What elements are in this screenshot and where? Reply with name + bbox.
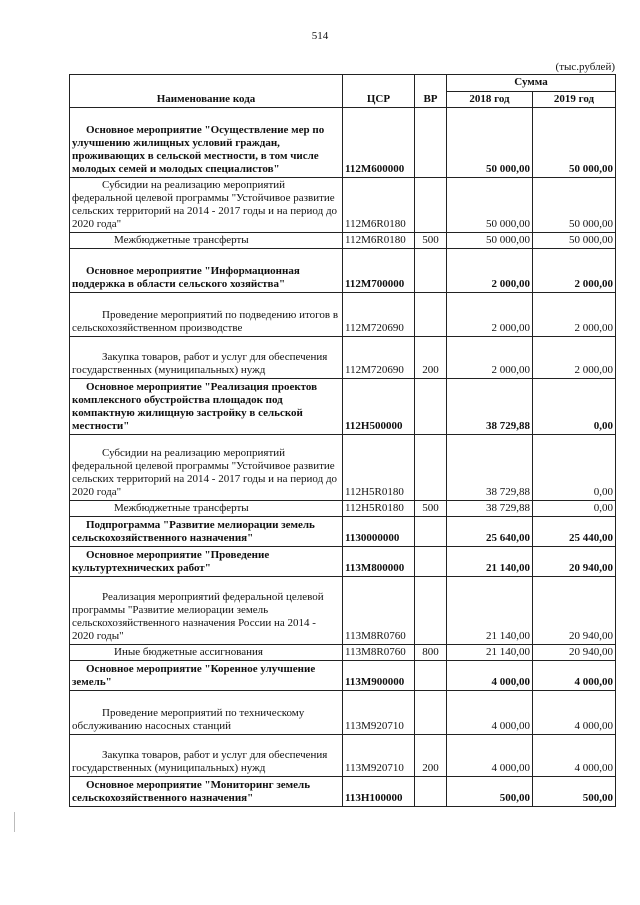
row-name: Реализация мероприятий федеральной целевой программы "Развитие мелиорации земель сельскохозяйственного назначения России на 2014 - 2020 годы" bbox=[70, 577, 343, 645]
row-vr bbox=[415, 249, 447, 293]
row-vr bbox=[415, 108, 447, 178]
row-vr bbox=[415, 777, 447, 807]
row-name: Основное мероприятие "Коренное улучшение земель" bbox=[70, 661, 343, 691]
row-sum-2018: 2 000,00 bbox=[447, 249, 533, 293]
table-row bbox=[70, 379, 616, 435]
row-csr: 113М900000 bbox=[343, 661, 415, 691]
header-csr: ЦСР bbox=[343, 75, 415, 108]
row-csr: 112М720690 bbox=[343, 337, 415, 379]
table-row bbox=[70, 293, 616, 337]
row-sum-2019: 20 940,00 bbox=[533, 577, 616, 645]
header-vr: ВР bbox=[415, 75, 447, 108]
row-name: Основное мероприятие "Мониторинг земель сельскохозяйственного назначения" bbox=[70, 777, 343, 807]
row-name: Закупка товаров, работ и услуг для обеспечения государственных (муниципальных) нужд bbox=[70, 735, 343, 777]
row-vr bbox=[415, 547, 447, 577]
table-row bbox=[70, 577, 616, 645]
table-row bbox=[70, 233, 616, 249]
row-sum-2018: 38 729,88 bbox=[447, 379, 533, 435]
header-name: Наименование кода bbox=[70, 75, 343, 108]
row-vr bbox=[415, 178, 447, 233]
row-csr: 113Н100000 bbox=[343, 777, 415, 807]
units-label: (тыс.рублей) bbox=[555, 61, 615, 73]
row-vr bbox=[415, 435, 447, 501]
row-csr: 112М6R0180 bbox=[343, 233, 415, 249]
row-vr bbox=[415, 577, 447, 645]
table-row bbox=[70, 547, 616, 577]
row-csr: 112М700000 bbox=[343, 249, 415, 293]
row-sum-2018: 2 000,00 bbox=[447, 337, 533, 379]
table-row bbox=[70, 645, 616, 661]
table-row bbox=[70, 249, 616, 293]
row-sum-2018: 21 140,00 bbox=[447, 577, 533, 645]
row-name: Закупка товаров, работ и услуг для обеспечения государственных (муниципальных) нужд bbox=[70, 337, 343, 379]
row-name: Иные бюджетные ассигнования bbox=[70, 645, 343, 661]
row-sum-2019: 2 000,00 bbox=[533, 337, 616, 379]
row-csr: 113М8R0760 bbox=[343, 645, 415, 661]
table-row bbox=[70, 501, 616, 517]
row-sum-2019: 0,00 bbox=[533, 501, 616, 517]
row-vr: 500 bbox=[415, 501, 447, 517]
row-sum-2018: 21 140,00 bbox=[447, 645, 533, 661]
row-csr: 112Н500000 bbox=[343, 379, 415, 435]
row-vr bbox=[415, 691, 447, 735]
table-row bbox=[70, 517, 616, 547]
table-row bbox=[70, 337, 616, 379]
table-row bbox=[70, 691, 616, 735]
row-sum-2018: 4 000,00 bbox=[447, 661, 533, 691]
row-name: Подпрограмма "Развитие мелиорации земель сельскохозяйственного назначения" bbox=[70, 517, 343, 547]
row-csr: 112М600000 bbox=[343, 108, 415, 178]
row-vr: 500 bbox=[415, 233, 447, 249]
table-row bbox=[70, 661, 616, 691]
row-name: Основное мероприятие "Реализация проектов комплексного обустройства площадок под компактную жилищную застройку в сельской местности" bbox=[70, 379, 343, 435]
header-year-2019: 2019 год bbox=[533, 91, 616, 108]
row-sum-2018: 2 000,00 bbox=[447, 293, 533, 337]
row-csr: 113М920710 bbox=[343, 691, 415, 735]
header-year-2018: 2018 год bbox=[447, 91, 533, 108]
table-row bbox=[70, 777, 616, 807]
row-vr: 800 bbox=[415, 645, 447, 661]
row-csr: 112Н5R0180 bbox=[343, 435, 415, 501]
row-sum-2019: 50 000,00 bbox=[533, 108, 616, 178]
header-row-top bbox=[70, 75, 616, 92]
row-sum-2019: 2 000,00 bbox=[533, 249, 616, 293]
row-sum-2018: 38 729,88 bbox=[447, 435, 533, 501]
row-sum-2019: 4 000,00 bbox=[533, 691, 616, 735]
row-sum-2019: 50 000,00 bbox=[533, 233, 616, 249]
row-name: Субсидии на реализацию мероприятий федеральной целевой программы "Устойчивое развитие сельских территорий на 2014 - 2017 годы и на период до 2020 года" bbox=[70, 178, 343, 233]
row-vr bbox=[415, 293, 447, 337]
table-body bbox=[70, 108, 616, 807]
row-sum-2019: 0,00 bbox=[533, 435, 616, 501]
row-csr: 113М8R0760 bbox=[343, 577, 415, 645]
table-row bbox=[70, 435, 616, 501]
row-sum-2018: 50 000,00 bbox=[447, 233, 533, 249]
table-row bbox=[70, 108, 616, 178]
row-sum-2018: 50 000,00 bbox=[447, 178, 533, 233]
header-sum: Сумма bbox=[447, 75, 616, 92]
budget-table bbox=[69, 74, 616, 807]
row-name: Межбюджетные трансферты bbox=[70, 233, 343, 249]
page-number: 514 bbox=[311, 30, 329, 42]
row-sum-2018: 50 000,00 bbox=[447, 108, 533, 178]
row-name: Субсидии на реализацию мероприятий федеральной целевой программы "Устойчивое развитие сельских территорий на 2014 - 2017 годы и на период до 2020 года" bbox=[70, 435, 343, 501]
row-sum-2019: 0,00 bbox=[533, 379, 616, 435]
row-vr: 200 bbox=[415, 337, 447, 379]
row-csr: 112М720690 bbox=[343, 293, 415, 337]
margin-mark bbox=[14, 812, 16, 832]
table-row bbox=[70, 735, 616, 777]
row-name: Основное мероприятие "Проведение культуртехнических работ" bbox=[70, 547, 343, 577]
row-vr bbox=[415, 517, 447, 547]
row-csr: 113М800000 bbox=[343, 547, 415, 577]
row-name: Основное мероприятие "Информационная поддержка в области сельского хозяйства" bbox=[70, 249, 343, 293]
row-sum-2019: 500,00 bbox=[533, 777, 616, 807]
row-name: Проведение мероприятий по подведению итогов в сельскохозяйственном производстве bbox=[70, 293, 343, 337]
row-sum-2018: 4 000,00 bbox=[447, 691, 533, 735]
row-sum-2019: 25 440,00 bbox=[533, 517, 616, 547]
row-vr bbox=[415, 379, 447, 435]
row-csr: 113М920710 bbox=[343, 735, 415, 777]
row-sum-2018: 21 140,00 bbox=[447, 547, 533, 577]
row-sum-2019: 20 940,00 bbox=[533, 547, 616, 577]
row-sum-2018: 38 729,88 bbox=[447, 501, 533, 517]
table-row bbox=[70, 178, 616, 233]
row-sum-2019: 2 000,00 bbox=[533, 293, 616, 337]
row-sum-2019: 4 000,00 bbox=[533, 661, 616, 691]
row-sum-2019: 20 940,00 bbox=[533, 645, 616, 661]
row-sum-2018: 500,00 bbox=[447, 777, 533, 807]
row-sum-2018: 25 640,00 bbox=[447, 517, 533, 547]
row-csr: 112М6R0180 bbox=[343, 178, 415, 233]
row-name: Проведение мероприятий по техническому обслуживанию насосных станций bbox=[70, 691, 343, 735]
row-sum-2019: 4 000,00 bbox=[533, 735, 616, 777]
row-csr: 1130000000 bbox=[343, 517, 415, 547]
row-sum-2019: 50 000,00 bbox=[533, 178, 616, 233]
row-csr: 112Н5R0180 bbox=[343, 501, 415, 517]
row-vr bbox=[415, 661, 447, 691]
row-vr: 200 bbox=[415, 735, 447, 777]
row-name: Основное мероприятие "Осуществление мер по улучшению жилищных условий граждан, проживающих в сельской местности, в том числе молодых семей и молодых специалистов" bbox=[70, 108, 343, 178]
row-name: Межбюджетные трансферты bbox=[70, 501, 343, 517]
row-sum-2018: 4 000,00 bbox=[447, 735, 533, 777]
